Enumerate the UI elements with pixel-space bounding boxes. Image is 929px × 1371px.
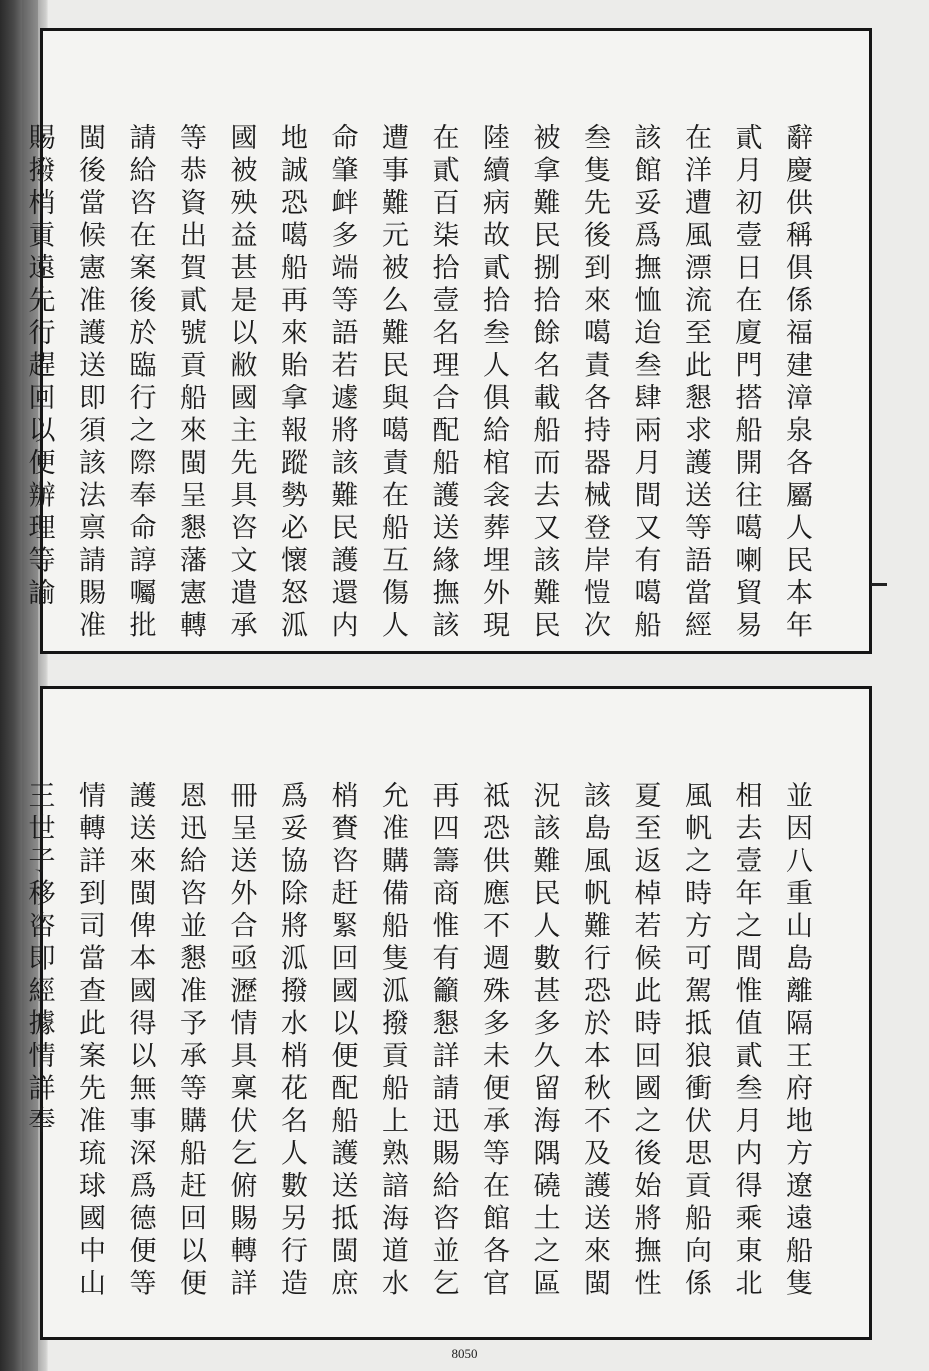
text-column: 再四籌商惟有籲懇詳請迅賜給咨並乞 — [427, 781, 459, 1301]
text-column: 冊呈送外合亟瀝情具稟伏乞俯賜轉詳 — [225, 781, 257, 1301]
text-column: 在貳百柒拾壹名理合配船護送緣撫該 — [427, 123, 459, 643]
text-column: 辭慶供稱俱係福建漳泉各屬人民本年 — [781, 123, 812, 643]
text-column: 在洋遭風漂流至此懇求護送等語當經 — [680, 123, 711, 643]
text-column: 陸續病故貳拾叁人俱給棺衾葬埋外現 — [478, 123, 509, 643]
text-column: 護送來閩俾本國得以無事深爲德便等 — [124, 781, 156, 1301]
text-column: 該館妥爲撫恤迨叁肆兩月間又有噶船 — [629, 123, 661, 643]
text-column: 恩迅給咨並懇准予承等購船赶回以便 — [175, 781, 206, 1301]
bottom-text-panel — [23, 686, 872, 1340]
text-column: 風帆之時方可駕抵狼衝伏思貢船向係 — [680, 781, 711, 1301]
text-column: 該島風帆難行恐於本秋不及護送來閩 — [579, 781, 610, 1301]
text-column: 閩後當候憲准護送即須該法禀請賜准 — [74, 123, 105, 643]
text-column: 賜撥梢貢遠先行趕回以便辦理等諭 — [23, 123, 55, 611]
top-text-columns — [23, 31, 869, 651]
text-column: 並因八重山島離隔王府地方遼遠船隻 — [781, 781, 812, 1301]
bottom-text-columns — [23, 689, 869, 1337]
page-number: 8050 — [451, 1346, 478, 1361]
text-column: 情轉詳到司當查此案先准琉球國中山 — [74, 781, 105, 1301]
text-column: 貳月初壹日在廈門搭船開往噶喇貿易 — [730, 123, 762, 643]
margin-tick-mark — [871, 583, 887, 586]
text-column: 相去壹年之間惟值貳叁月内得乘東北 — [730, 781, 762, 1301]
text-column: 梢賚咨赶緊回國以便配船護送抵閩庶 — [326, 781, 358, 1301]
text-column: 等恭資出賀貳號貢船來閩呈懇藩憲轉 — [175, 123, 206, 643]
text-column: 爲妥協除將泒撥水梢花名人數另行造 — [276, 781, 307, 1301]
text-column: 王世子移咨即經據情詳奉 — [23, 781, 55, 1139]
text-column: 夏至返棹若候此時回國之後始將撫性 — [629, 781, 661, 1301]
text-column: 遭事難元被么難民與噶責在船互傷人 — [377, 123, 408, 643]
text-column: 請給咨在案後於臨行之際奉命諄囑批 — [124, 123, 156, 643]
text-column: 允准購備船隻泒撥貢船上熟諳海道水 — [377, 781, 408, 1301]
text-column: 叁隻先後到來噶責各持器械登岸愷次 — [579, 123, 610, 643]
text-column: 地誠恐噶船再來貽拿報蹤勢必懷怒泒 — [276, 123, 307, 643]
text-column: 況該難民人數甚多久留海隅磽土之區 — [528, 781, 560, 1301]
text-column: 國被殃益甚是以敝國主先具咨文遣承 — [225, 123, 257, 643]
text-column: 祗恐供應不週殊多未便承等在館各官 — [478, 781, 509, 1301]
top-text-panel — [23, 28, 872, 654]
text-column: 命肇衅多端等語若遽將該難民護還内 — [326, 123, 358, 643]
text-column: 被拿難民捌拾餘名載船而去又該難民 — [528, 123, 560, 643]
